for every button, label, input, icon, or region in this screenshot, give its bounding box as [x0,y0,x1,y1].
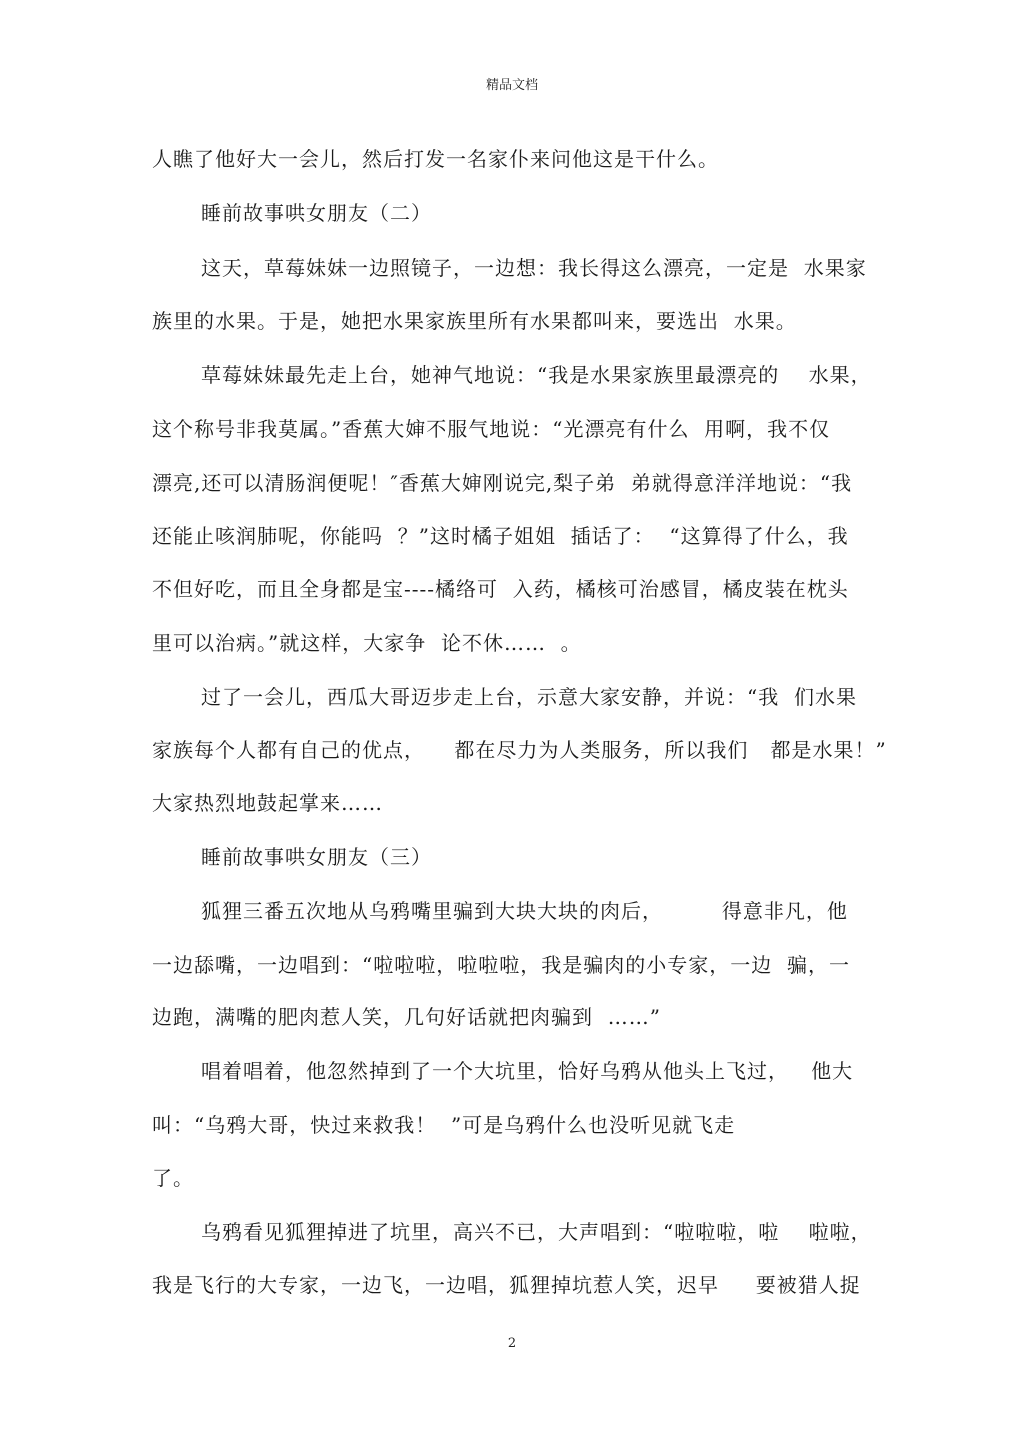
text-line: 还能止咳润肺呢，你能吗 ？”这时橘子姐姐 插话了： “这算得了什么，我 [152,524,849,548]
text-line: 漂亮,还可以清肠润便呢！″香蕉大婶刚说完,梨子弟 弟就得意洋洋地说：“我 [152,471,853,495]
text-line: 家族每个人都有自己的优点， 都在尽力为人类服务，所以我们 都是水果！” [152,738,887,762]
text-line: 了。 [152,1166,194,1190]
text-line: 唱着唱着，他忽然掉到了一个大坑里，恰好乌鸦从他头上飞过， 他大 [201,1059,854,1083]
text-line: 里可以治病。”就这样，大家争 论不休…… 。 [152,631,582,655]
text-line: 叫：“乌鸦大哥，快过来救我！ ”可是乌鸦什么也没听见就飞走 [152,1113,736,1137]
text-line: 不但好吃，而且全身都是宝----橘络可 入药，橘核可治感冒，橘皮装在枕头 [152,577,849,601]
page-number: 2 [507,1336,517,1351]
text-line: 族里的水果。于是，她把水果家族里所有水果都叫来，要选出 水果。 [152,309,797,333]
text-line: 狐狸三番五次地从乌鸦嘴里骗到大块大块的肉后， 得意非凡，他 [201,899,848,923]
page-header: 精品文档 [485,78,538,93]
text-line: 人瞧了他好大一会儿，然后打发一名家仆来问他这是干什么。 [152,147,719,171]
section-heading: 睡前故事哄女朋友（三） [201,845,432,869]
text-line: 大家热烈地鼓起掌来…… [152,791,383,815]
text-line: 这个称号非我莫属。”香蕉大婶不服气地说：“光漂亮有什么 用啊，我不仅 [152,417,831,441]
text-line: 草莓妹妹最先走上台，她神气地说：“我是水果家族里最漂亮的 水果， [201,363,872,387]
text-line: 边跑，满嘴的肥肉惹人笑，几句好话就把肉骗到 ……” [152,1005,661,1029]
text-line: 我是飞行的大专家，一边飞，一边唱，狐狸掉坑惹人笑，迟早 要被猎人捉 [152,1273,861,1297]
text-line: 这天，草莓妹妹一边照镜子，一边想：我长得这么漂亮，一定是 水果家 [201,256,867,280]
text-line: 乌鸦看见狐狸掉进了坑里，高兴不已，大声唱到：“啦啦啦，啦 啦啦， [201,1220,872,1244]
section-heading: 睡前故事哄女朋友（二） [201,201,432,225]
text-line: 过了一会儿，西瓜大哥迈步走上台，示意大家安静，并说：“我 们水果 [201,685,857,709]
text-line: 一边舔嘴，一边唱到：“啦啦啦，啦啦啦，我是骗肉的小专家，一边 骗，一 [152,953,850,977]
